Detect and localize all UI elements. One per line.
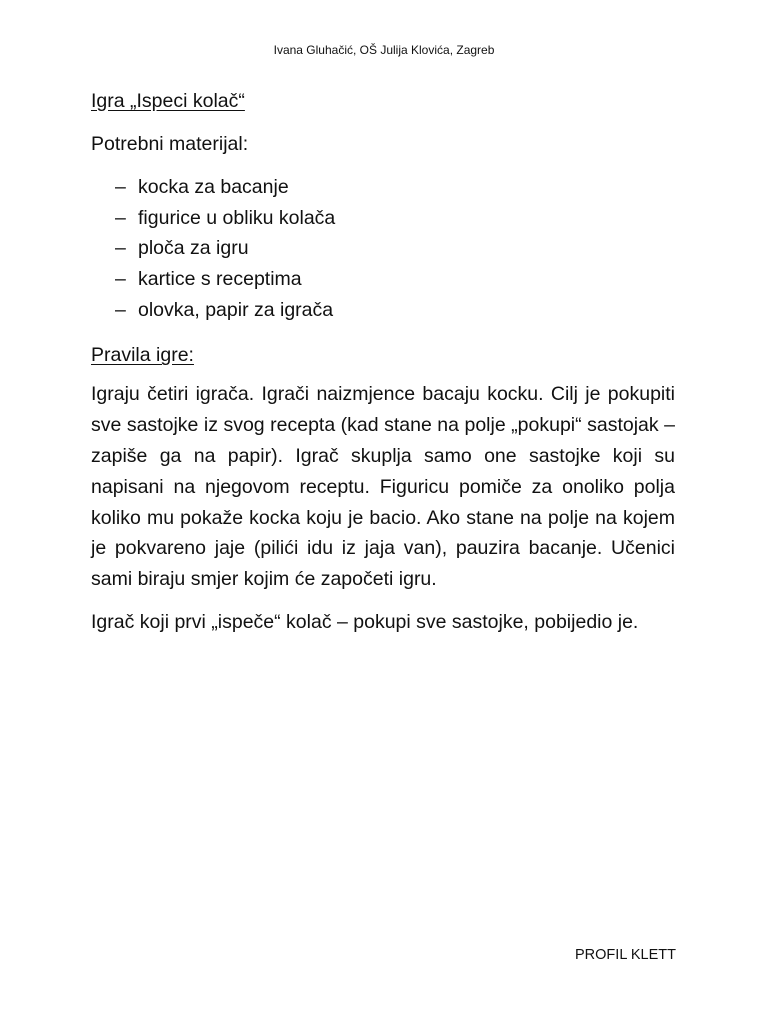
list-dash-marker: –: [115, 176, 126, 198]
list-dash-marker: –: [115, 206, 126, 229]
list-item: [91, 203, 675, 234]
document-title: Igra „Ispeci kolač“: [91, 90, 245, 112]
list-item: [91, 295, 675, 326]
page-header-author: Ivana Gluhačić, OŠ Julija Klovića, Zagreb: [273, 43, 495, 57]
list-item: [91, 264, 675, 295]
winner-paragraph: Igrač koji prvi „ispeče“ kolač – pokupi sve sastojke, pobijedio je.: [91, 611, 639, 634]
list-item-text: kocka za bacanje: [138, 176, 289, 198]
list-item-text: kartice s receptima: [138, 268, 302, 291]
list-item-text: figurice u obliku kolača: [138, 206, 336, 229]
list-item: [91, 172, 675, 203]
list-item-text: olovka, papir za igrača: [138, 298, 334, 321]
publisher-footer: PROFIL KLETT: [575, 947, 676, 963]
list-dash-marker: –: [115, 298, 126, 321]
list-dash-marker: –: [115, 268, 126, 291]
document-body: [91, 88, 675, 638]
list-dash-marker: –: [115, 237, 126, 260]
materials-list: [91, 172, 675, 325]
materials-label: Potrebni materijal:: [91, 133, 249, 155]
list-item-text: ploča za igru: [138, 237, 249, 260]
rules-paragraph: Igraju četiri igrača. Igrači naizmjence bacaju kocku. Cilj je pokupiti sve sastojke iz svog recepta (kad stane na polje „pokupi“ sastojak – zapiše ga na papir). Igrač skuplja samo one sastojke koji su napisani na njegovom receptu. Figuricu pomiče za onoliko polja koliko mu pokaže kocka koju je bacio. Ako stane na polje na kojem je pokvareno jaje (pilići idu iz jaja van), pauzira bacanje. Učenici sami biraju smjer kojim će započeti igru.: [91, 383, 675, 591]
list-item: [91, 233, 675, 264]
rules-heading: Pravila igre:: [91, 344, 194, 367]
